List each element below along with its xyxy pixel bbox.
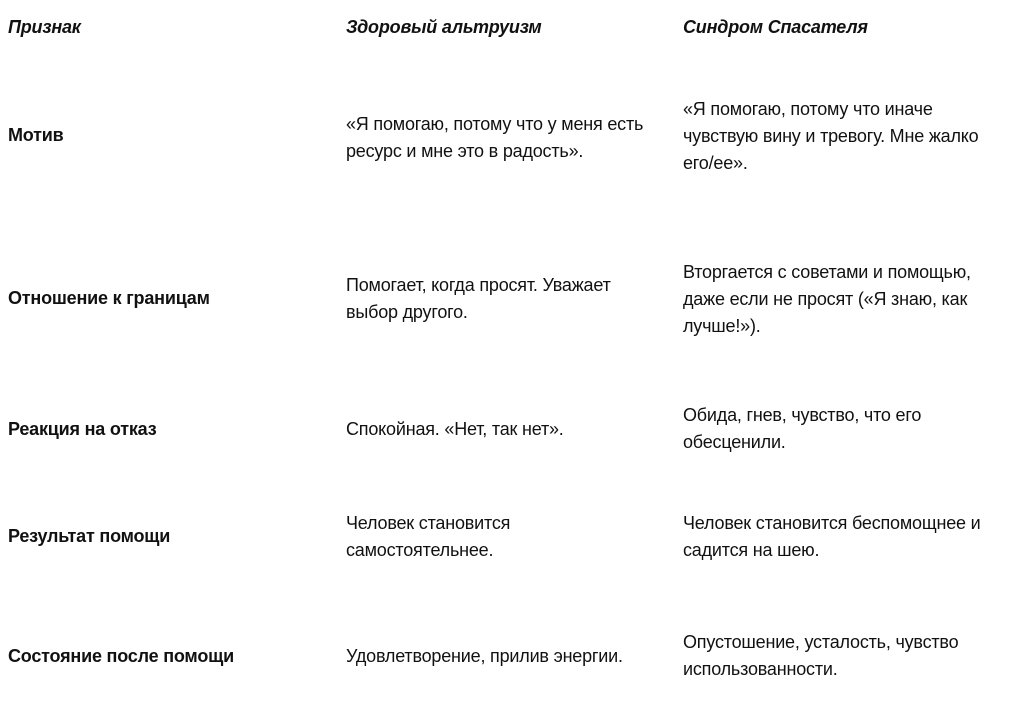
row-label: Реакция на отказ <box>8 419 157 439</box>
savior-cell: «Я помогаю, потому что иначе чувствую вину и тревогу. Мне жалко его/ее». <box>683 99 979 173</box>
savior-cell: Обида, гнев, чувство, что его обесценили. <box>683 405 922 452</box>
healthy-cell: Удовлетворение, прилив энергии. <box>346 646 623 666</box>
header-savior-syndrome: Синдром Спасателя <box>683 17 868 37</box>
row-label: Мотив <box>8 125 64 145</box>
healthy-cell: Спокойная. «Нет, так нет». <box>346 419 564 439</box>
healthy-cell: «Я помогаю, потому что у меня есть ресурс и мне это в радость». <box>346 114 644 161</box>
row-label: Результат помощи <box>8 526 171 546</box>
healthy-cell: Помогает, когда просят. Уважает выбор другого. <box>346 275 611 322</box>
row-label: Отношение к границам <box>8 288 210 308</box>
healthy-cell: Человек становится самостоятельнее. <box>346 513 511 560</box>
savior-cell: Человек становится беспомощнее и садится на шею. <box>683 513 981 560</box>
savior-cell: Опустошение, усталость, чувство использованности. <box>683 632 959 679</box>
header-sign: Признак <box>8 17 81 37</box>
header-healthy-altruism: Здоровый альтруизм <box>346 17 542 37</box>
savior-cell: Вторгается с советами и помощью, даже если не просят («Я знаю, как лучше!»). <box>683 262 971 336</box>
row-label: Состояние после помощи <box>8 646 234 666</box>
